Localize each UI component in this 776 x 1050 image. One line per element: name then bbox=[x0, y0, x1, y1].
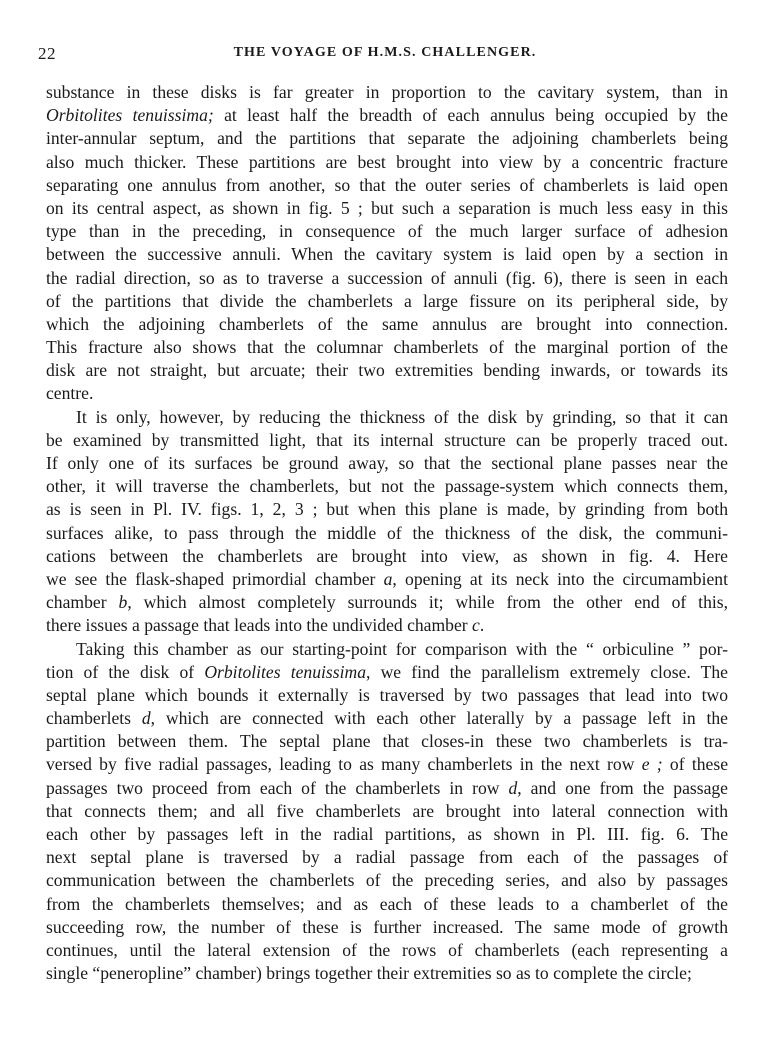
body-text bbox=[46, 81, 728, 985]
text-run: from the chamberlets themselves; and as each of these leads to a chamberlet of the bbox=[46, 893, 728, 914]
italic-text: Orbitolites tenuissima bbox=[204, 661, 366, 682]
text-run: disk are not straight, but arcuate; their two extremities bending inwards, or towards its bbox=[46, 360, 728, 381]
text-run: as is seen in Pl. IV. figs. 1, 2, 3 ; but when this plane is made, by grinding from both bbox=[46, 499, 728, 520]
text-line bbox=[46, 174, 728, 197]
text-run: passages two proceed from each of the chamberlets in row bbox=[46, 777, 509, 798]
text-run: also much thicker. These partitions are best brought into view by a concentric fracture bbox=[46, 151, 728, 172]
text-run: between the successive annuli. When the cavitary system is laid open by a section in bbox=[46, 244, 728, 265]
text-run: This fracture also shows that the columnar chamberlets of the marginal portion of the bbox=[46, 337, 728, 358]
page-header bbox=[38, 44, 732, 70]
text-run: chamber bbox=[46, 592, 119, 613]
text-run: there issues a passage that leads into the undivided chamber bbox=[46, 615, 473, 636]
text-line bbox=[46, 336, 728, 359]
text-line bbox=[46, 684, 728, 707]
text-line bbox=[46, 869, 728, 892]
text-line bbox=[46, 104, 728, 127]
text-run: of these bbox=[662, 754, 729, 775]
text-run: each other by passages left in the radial partitions, as shown in Pl. III. fig. 6. The bbox=[46, 824, 728, 844]
text-line bbox=[46, 591, 728, 614]
text-run: tion of the disk of bbox=[46, 661, 205, 682]
text-line bbox=[46, 916, 728, 939]
text-line bbox=[46, 243, 728, 266]
text-run: be examined by transmitted light, that its internal structure can be properly traced out. bbox=[46, 429, 728, 450]
text-run: that connects them; and all five chamberlets are brought into lateral connection with bbox=[46, 800, 728, 821]
running-head: THE VOYAGE OF H.M.S. CHALLENGER. bbox=[233, 45, 537, 60]
text-line bbox=[46, 962, 728, 985]
text-run: substance in these disks is far greater in proportion to the cavitary system, than in bbox=[46, 82, 728, 102]
text-line bbox=[46, 568, 728, 591]
text-run: communication between the chamberlets of the preceding series, and also by passages bbox=[46, 870, 728, 891]
text-run: surfaces alike, to pass through the middle of the thickness of the disk, the communi- bbox=[46, 522, 728, 543]
italic-text: d bbox=[508, 777, 518, 798]
text-line bbox=[46, 313, 728, 336]
text-line bbox=[46, 359, 728, 382]
text-run: chamberlets bbox=[46, 708, 142, 729]
text-line bbox=[46, 545, 728, 568]
text-line bbox=[46, 800, 728, 823]
text-run: the radial direction, so as to traverse a succession of annuli (fig. 6), there is seen in each bbox=[46, 267, 728, 288]
text-run: Taking this chamber as our starting-point for comparison with the “ orbiculine ” por- bbox=[76, 638, 728, 659]
text-line bbox=[46, 498, 728, 521]
text-line bbox=[46, 406, 728, 429]
text-line bbox=[46, 638, 728, 661]
text-run: type than in the preceding, in consequence of the much larger surface of adhesion bbox=[46, 221, 728, 242]
italic-text: Orbitolites tenuissima; bbox=[46, 105, 214, 126]
text-run: which the adjoining chamberlets of the same annulus are brought into connection. bbox=[46, 313, 728, 334]
italic-text: b bbox=[118, 592, 128, 613]
text-line bbox=[46, 707, 728, 730]
text-run: inter-annular septum, and the partitions that separate the adjoining chamberlets being bbox=[46, 128, 728, 149]
text-run: centre. bbox=[46, 383, 94, 404]
text-line bbox=[46, 267, 728, 290]
text-line bbox=[46, 475, 728, 498]
text-run: at least half the breadth of each annulus being occupied by the bbox=[213, 105, 728, 126]
text-line bbox=[46, 846, 728, 869]
text-run: It is only, however, by reducing the thickness of the disk by grinding, so that it can bbox=[76, 406, 728, 427]
text-run: , which are connected with each other laterally by a passage left in the bbox=[150, 708, 728, 729]
italic-text: a bbox=[383, 568, 393, 589]
text-run: other, it will traverse the chamberlets, but not the passage-system which connects them, bbox=[46, 476, 728, 497]
text-run: continues, until the lateral extension of the rows of chamberlets (each representing a bbox=[46, 939, 728, 960]
text-line bbox=[46, 197, 728, 220]
text-line bbox=[46, 522, 728, 545]
text-run: of the partitions that divide the chamberlets a large fissure on its peripheral side, by bbox=[46, 290, 728, 311]
text-run: , which almost completely surrounds it; while from the other end of this, bbox=[127, 592, 728, 613]
text-line bbox=[46, 452, 728, 475]
text-line bbox=[46, 730, 728, 753]
text-line bbox=[46, 753, 728, 776]
text-run: cations between the chamberlets are brought into view, as shown in fig. 4. Here bbox=[46, 545, 728, 566]
text-run: , we find the parallelism extremely close. The bbox=[366, 661, 728, 682]
text-run: single “peneropline” chamber) brings together their extremities so as to complete the circle; bbox=[46, 963, 692, 984]
text-run: separating one annulus from another, so that the outer series of chamberlets is laid open bbox=[46, 174, 728, 195]
text-line bbox=[46, 614, 728, 637]
italic-text: e ; bbox=[641, 754, 663, 775]
text-line bbox=[46, 81, 728, 104]
text-run: partition between them. The septal plane that closes-in these two chamberlets is tra- bbox=[46, 731, 728, 752]
text-run: , opening at its neck into the circumambient bbox=[392, 568, 728, 589]
text-line bbox=[46, 429, 728, 452]
text-line bbox=[46, 823, 728, 846]
page-number: 22 bbox=[38, 44, 56, 63]
text-line bbox=[46, 939, 728, 962]
text-line bbox=[46, 151, 728, 174]
text-run: succeeding row, the number of these is further increased. The same mode of growth bbox=[46, 916, 728, 937]
text-run: on its central aspect, as shown in fig. 5 ; but such a separation is much less easy in this bbox=[46, 197, 728, 218]
italic-text: c bbox=[472, 615, 480, 636]
text-run: , and one from the passage bbox=[517, 777, 728, 798]
text-line bbox=[46, 893, 728, 916]
text-line bbox=[46, 127, 728, 150]
text-line bbox=[46, 290, 728, 313]
text-run: If only one of its surfaces be ground away, so that the sectional plane passes near the bbox=[46, 453, 728, 473]
text-run: septal plane which bounds it externally is traversed by two passages that lead into two bbox=[46, 684, 728, 705]
text-run: . bbox=[479, 615, 485, 636]
text-run: next septal plane is traversed by a radial passage from each of the passages of bbox=[46, 847, 728, 868]
text-line bbox=[46, 220, 728, 243]
text-run: we see the flask-shaped primordial chamber bbox=[46, 568, 384, 589]
text-line bbox=[46, 777, 728, 800]
italic-text: d bbox=[141, 708, 151, 729]
text-line bbox=[46, 382, 728, 405]
text-line bbox=[46, 661, 728, 684]
text-run: versed by five radial passages, leading to as many chamberlets in the next row bbox=[46, 754, 642, 775]
